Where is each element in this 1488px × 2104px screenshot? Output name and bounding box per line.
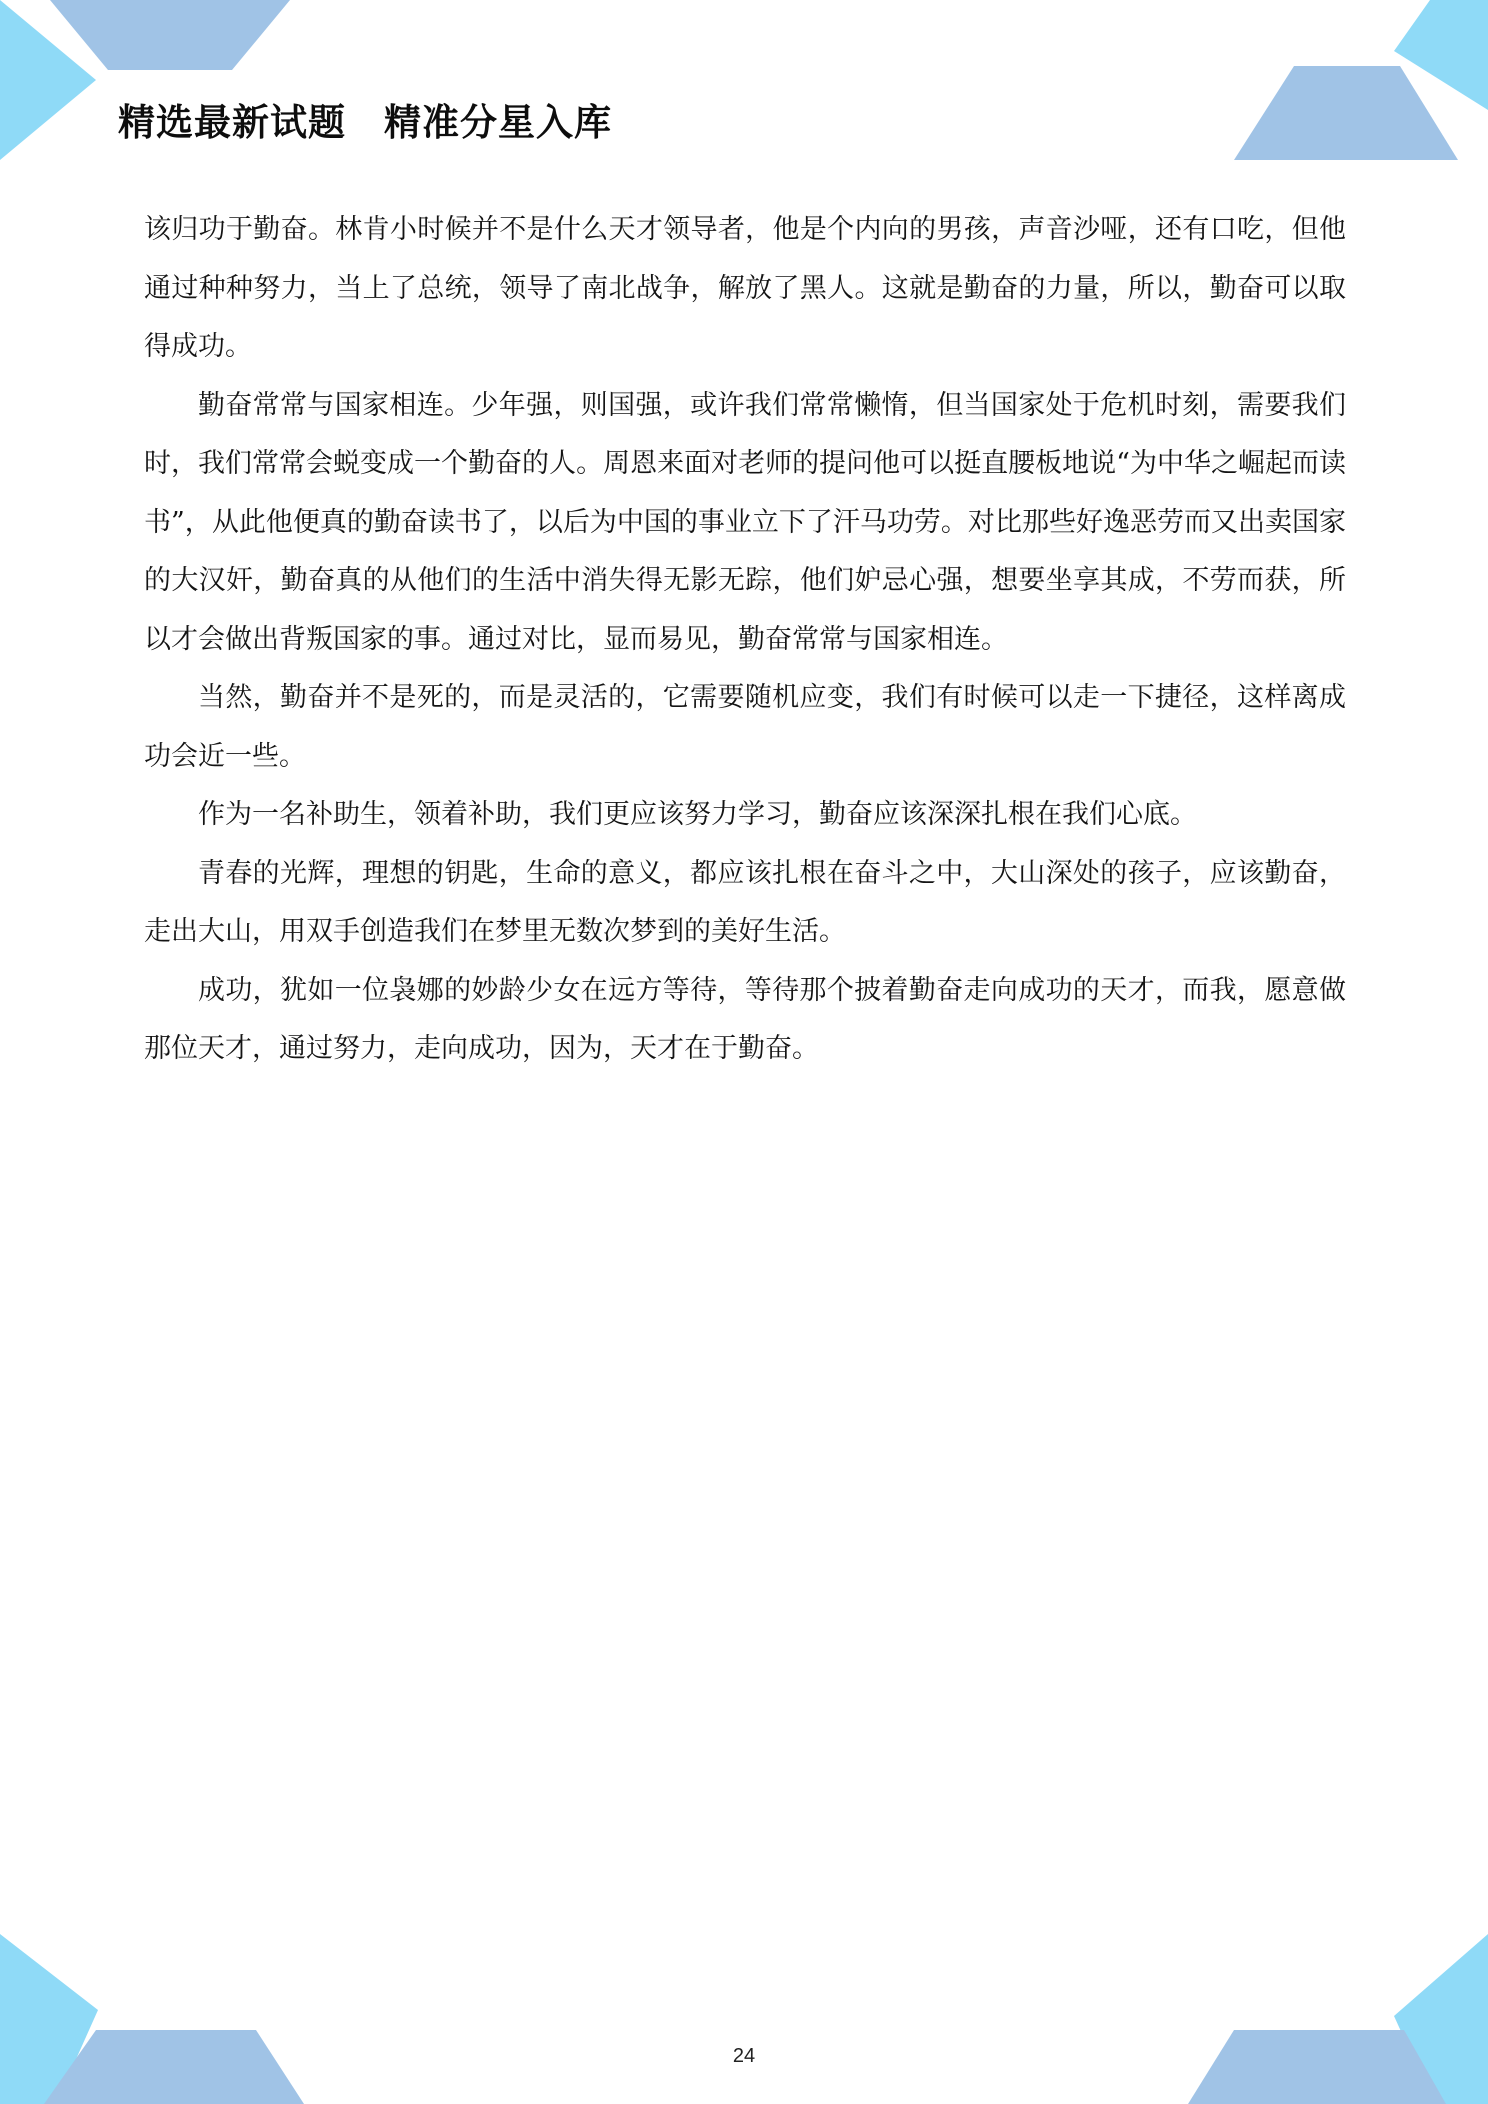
document-body xyxy=(144,201,1346,1079)
corner-triangle-bottom-right xyxy=(1394,1934,1488,2104)
header-title: 精选最新试题 精准分星入库 xyxy=(118,101,612,144)
corner-triangle-bottom-left xyxy=(0,1934,98,2104)
corner-trapezoid-top-left xyxy=(50,0,290,70)
body-paragraph: 当然，勤奋并不是死的，而是灵活的，它需要随机应变，我们有时候可以走一下捷径，这样离成功会近一些。 xyxy=(144,682,1346,772)
body-paragraph: 青春的光辉，理想的钥匙，生命的意义，都应该扎根在奋斗之中，大山深处的孩子，应该勤奋，走出大山，用双手创造我们在梦里无数次梦到的美好生活。 xyxy=(144,857,1346,947)
body-paragraph: 勤奋常常与国家相连。少年强，则国强，或许我们常常懒惰，但当国家处于危机时刻，需要我们时，我们常常会蜕变成一个勤奋的人。周恩来面对老师的提问他可以挺直腰板地说“为中华之崛起而读书”，从此他便真的勤奋读书了，以后为中国的事业立下了汗马功劳。对比那些好逸恶劳而又出卖国家的大汉奸，勤奋真的从他们的生活中消失得无影无踪，他们妒忌心强，想要坐享其成，不劳而获，所以才会做出背叛国家的事。通过对比，显而易见，勤奋常常与国家相连。 xyxy=(144,389,1346,655)
corner-triangle-top-left xyxy=(0,0,96,160)
corner-trapezoid-top-right xyxy=(1234,66,1458,160)
body-paragraph: 作为一名补助生，领着补助，我们更应该努力学习，勤奋应该深深扎根在我们心底。 xyxy=(198,799,1197,830)
corner-triangle-top-right xyxy=(1394,0,1488,110)
body-paragraph: 该归功于勤奋。林肯小时候并不是什么天才领导者，他是个内向的男孩，声音沙哑，还有口吃，但他通过种种努力，当上了总统，领导了南北战争，解放了黑人。这就是勤奋的力量，所以，勤奋可以取得成功。 xyxy=(144,214,1346,362)
body-paragraph: 成功，犹如一位袅娜的妙龄少女在远方等待，等待那个披着勤奋走向成功的天才，而我，愿意做那位天才，通过努力，走向成功，因为，天才在于勤奋。 xyxy=(144,974,1346,1064)
page-number: 24 xyxy=(732,2045,756,2067)
